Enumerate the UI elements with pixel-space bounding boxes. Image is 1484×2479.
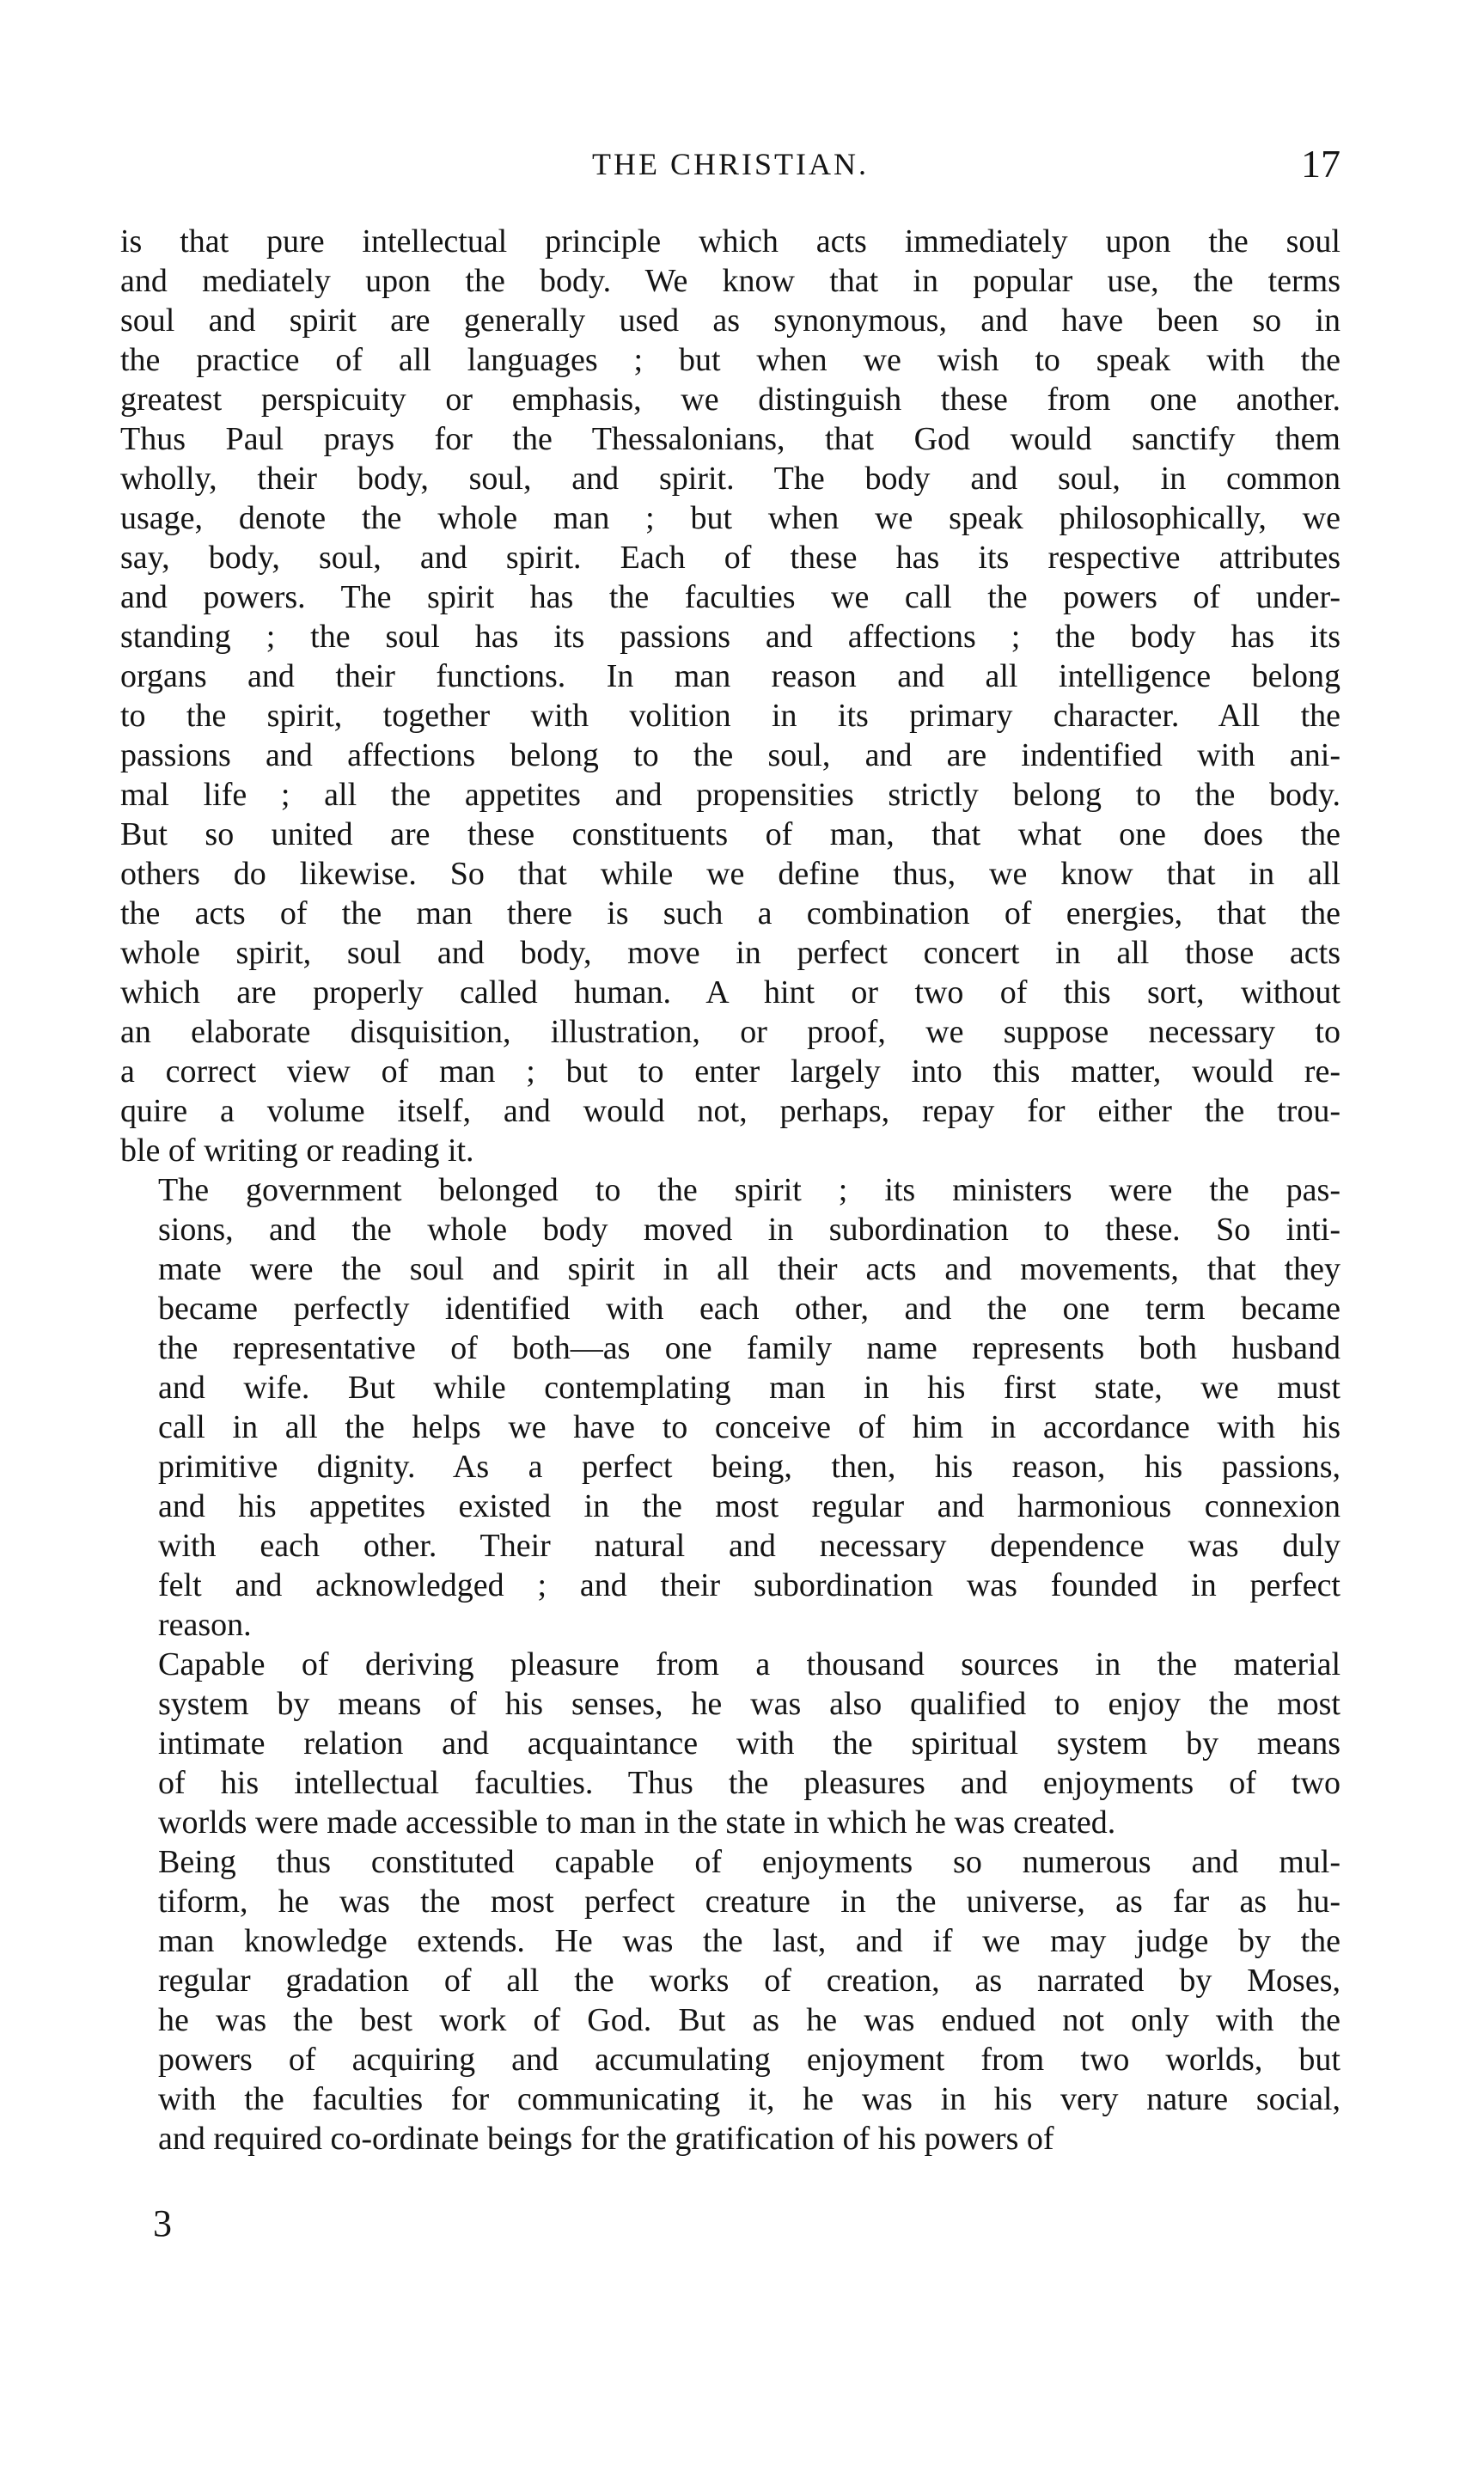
text-line: which are properly called human. A hint or two of this sort, without bbox=[120, 974, 1340, 1011]
text-line: and powers. The spirit has the faculties we call the powers of under- bbox=[120, 579, 1340, 615]
text-line: tiform, he was the most perfect creature in the universe, as far as hu- bbox=[158, 1884, 1340, 1920]
text-line: the acts of the man there is such a combination of energies, that the bbox=[120, 895, 1340, 931]
text-line: and his appetites existed in the most regular and harmonious connexion bbox=[158, 1488, 1340, 1524]
text-line: powers of acquiring and accumulating enjoyment from two worlds, but bbox=[158, 2042, 1340, 2078]
text-line: mal life ; all the appetites and propensities strictly belong to the body. bbox=[120, 777, 1340, 813]
text-line: became perfectly identified with each other, and the one term became bbox=[158, 1291, 1340, 1327]
text-line: But so united are these constituents of man, that what one does the bbox=[120, 816, 1340, 852]
book-page bbox=[120, 142, 1340, 2158]
text-line: with each other. Their natural and necessary dependence was duly bbox=[158, 1528, 1340, 1564]
text-line: others do likewise. So that while we define thus, we know that in all bbox=[120, 856, 1340, 892]
text-line: the practice of all languages ; but when we wish to speak with the bbox=[120, 342, 1340, 378]
text-line: usage, denote the whole man ; but when we speak philosophically, we bbox=[120, 500, 1340, 536]
text-line: regular gradation of all the works of creation, as narrated by Moses, bbox=[158, 1963, 1340, 1999]
text-line: say, body, soul, and spirit. Each of these has its respective attributes bbox=[120, 540, 1340, 576]
text-line: he was the best work of God. But as he was endued not only with the bbox=[158, 2002, 1340, 2038]
text-line: whole spirit, soul and body, move in perfect concert in all those acts bbox=[120, 935, 1340, 971]
text-line: to the spirit, together with volition in its primary character. All the bbox=[120, 698, 1340, 734]
text-line: of his intellectual faculties. Thus the pleasures and enjoyments of two bbox=[158, 1765, 1340, 1801]
body-text bbox=[120, 222, 1340, 2158]
text-line: worlds were made accessible to man in the state in which he was created. bbox=[158, 1804, 1116, 1841]
paragraph bbox=[120, 1842, 1340, 2158]
text-line: ble of writing or reading it. bbox=[120, 1133, 474, 1169]
text-line: intimate relation and acquaintance with the spiritual system by means bbox=[158, 1725, 1340, 1762]
text-line: man knowledge extends. He was the last, and if we may judge by the bbox=[158, 1923, 1340, 1959]
text-line: a correct view of man ; but to enter largely into this matter, would re- bbox=[120, 1053, 1340, 1090]
text-line: felt and acknowledged ; and their subordination was founded in perfect bbox=[158, 1567, 1340, 1603]
text-line: is that pure intellectual principle which acts immediately upon the soul bbox=[120, 223, 1340, 260]
running-head bbox=[120, 142, 1340, 198]
signature-mark: 3 bbox=[153, 2202, 172, 2244]
text-line: sions, and the whole body moved in subordination to these. So inti- bbox=[158, 1212, 1340, 1248]
text-line: primitive dignity. As a perfect being, then, his reason, his passions, bbox=[158, 1449, 1340, 1485]
text-line: soul and spirit are generally used as synonymous, and have been so in bbox=[120, 302, 1340, 339]
text-line: Thus Paul prays for the Thessalonians, that God would sanctify them bbox=[120, 421, 1340, 457]
paragraph bbox=[120, 1645, 1340, 1842]
text-line: mate were the soul and spirit in all their acts and movements, that they bbox=[158, 1251, 1340, 1287]
text-line: passions and affections belong to the soul, and are indentified with ani- bbox=[120, 737, 1340, 773]
running-title: THE CHRISTIAN. bbox=[592, 147, 869, 181]
text-line: with the faculties for communicating it, he was in his very nature social, bbox=[158, 2081, 1340, 2117]
paragraph bbox=[120, 1170, 1340, 1645]
text-line: and mediately upon the body. We know that in popular use, the terms bbox=[120, 263, 1340, 299]
paragraph bbox=[120, 222, 1340, 1170]
text-line: an elaborate disquisition, illustration, or proof, we suppose necessary to bbox=[120, 1014, 1340, 1050]
text-line: and wife. But while contemplating man in his first state, we must bbox=[158, 1370, 1340, 1406]
text-line: the representative of both—as one family name represents both husband bbox=[158, 1330, 1340, 1366]
text-line: standing ; the soul has its passions and affections ; the body has its bbox=[120, 619, 1340, 655]
text-line: system by means of his senses, he was also qualified to enjoy the most bbox=[158, 1686, 1340, 1722]
page-number: 17 bbox=[1301, 142, 1340, 186]
text-line: reason. bbox=[158, 1607, 252, 1643]
text-line: The government belonged to the spirit ; its ministers were the pas- bbox=[158, 1172, 1340, 1208]
text-line: Capable of deriving pleasure from a thousand sources in the material bbox=[158, 1646, 1340, 1682]
text-line: and required co-ordinate beings for the gratification of his powers of bbox=[158, 2121, 1054, 2157]
text-line: quire a volume itself, and would not, perhaps, repay for either the trou- bbox=[120, 1093, 1340, 1129]
text-line: Being thus constituted capable of enjoyments so numerous and mul- bbox=[158, 1844, 1340, 1880]
text-line: call in all the helps we have to conceive of him in accordance with his bbox=[158, 1409, 1340, 1445]
text-line: organs and their functions. In man reason and all intelligence belong bbox=[120, 658, 1340, 694]
text-line: greatest perspicuity or emphasis, we distinguish these from one another. bbox=[120, 382, 1340, 418]
text-line: wholly, their body, soul, and spirit. The body and soul, in common bbox=[120, 461, 1340, 497]
